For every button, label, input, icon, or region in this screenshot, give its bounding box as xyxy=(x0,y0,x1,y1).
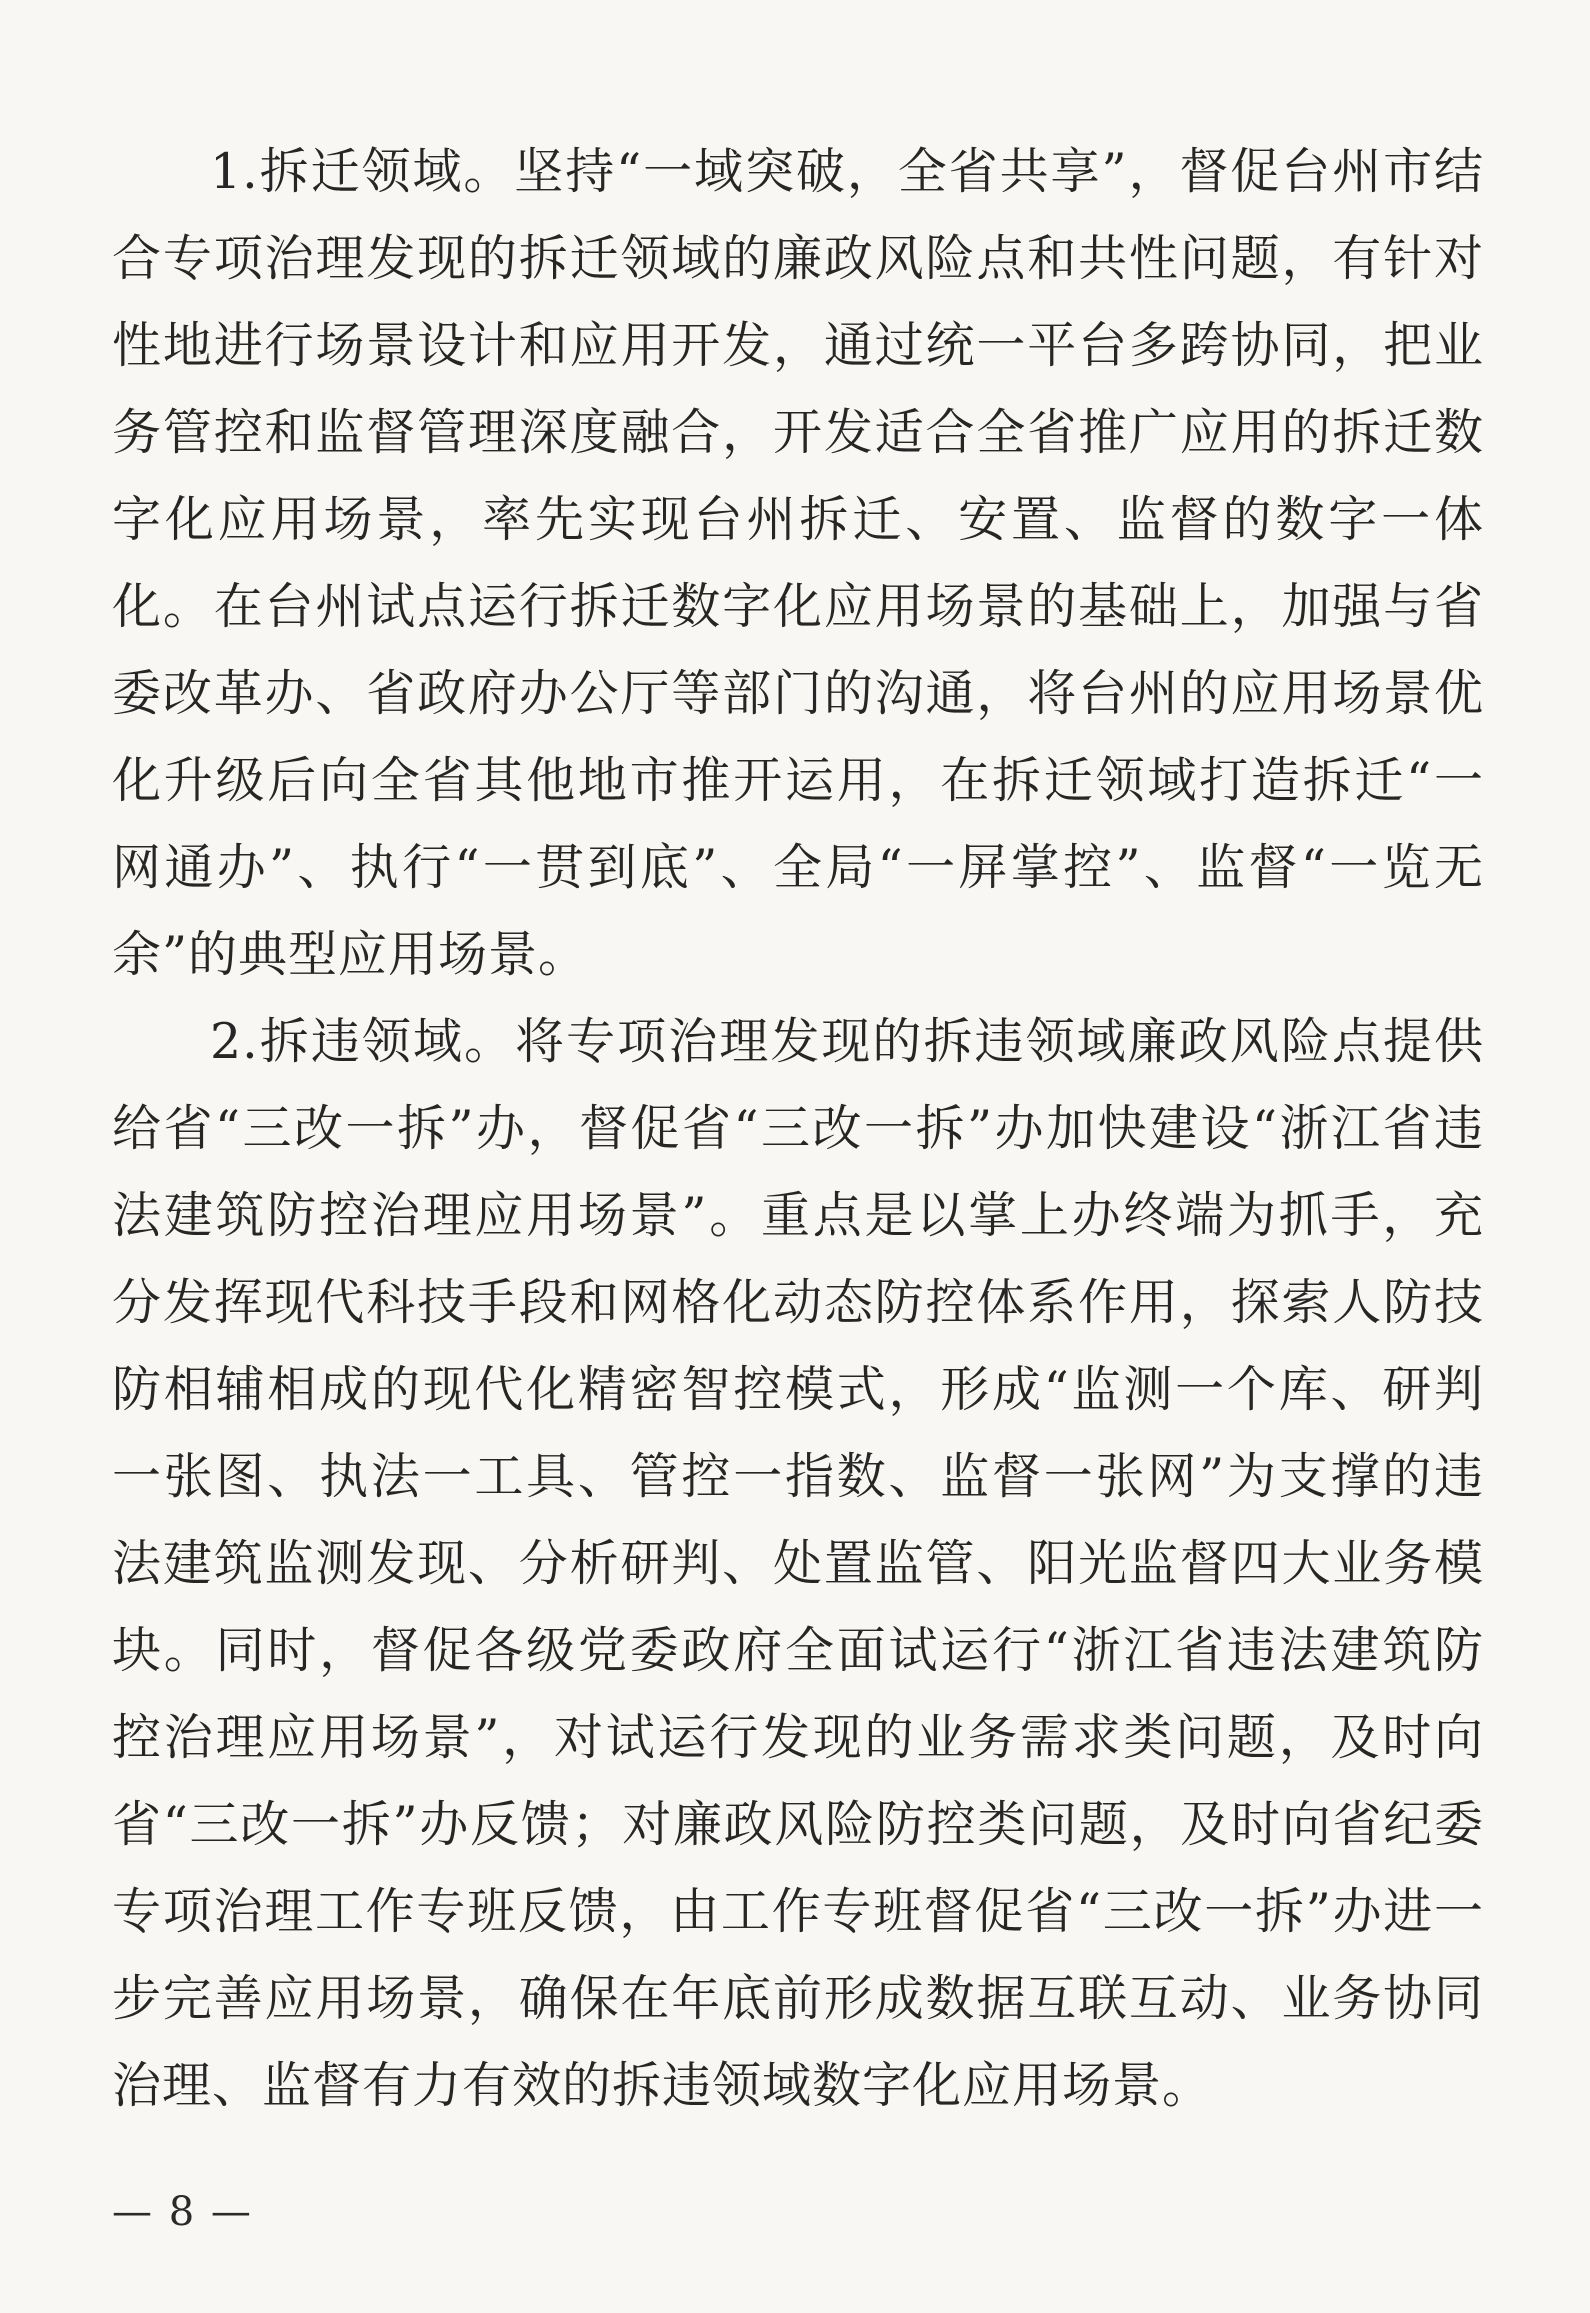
page-number: — 8 — xyxy=(112,2189,253,2235)
paragraph-demolition-relocation: 1.拆迁领域。坚持“一域突破，全省共享”，督促台州市结合专项治理发现的拆迁领域的廉政风险点和共性问题，有针对性地进行场景设计和应用开发，通过统一平台多跨协同，把业务管控和监督管理深度融合，开发适合全省推广应用的拆迁数字化应用场景，率先实现台州拆迁、安置、监督的数字一体化。在台州试点运行拆迁数字化应用场景的基础上，加强与省委改革办、省政府办公厅等部门的沟通，将台州的应用场景优化升级后向全省其他地市推开运用，在拆迁领域打造拆迁“一网通办”、执行“一贯到底”、全局“一屏掌控”、监督“一览无余”的典型应用场景。 xyxy=(112,143,1484,983)
document-body xyxy=(112,128,1484,2129)
paragraph-illegal-building-demolition: 2.拆违领域。将专项治理发现的拆违领域廉政风险点提供给省“三改一拆”办，督促省“三改一拆”办加快建设“浙江省违法建筑防控治理应用场景”。重点是以掌上办终端为抓手，充分发挥现代科技手段和网格化动态防控体系作用，探索人防技防相辅相成的现代化精密智控模式，形成“监测一个库、研判一张图、执法一工具、管控一指数、监督一张网”为支撑的违法建筑监测发现、分析研判、处置监管、阳光监督四大业务模块。同时，督促各级党委政府全面试运行“浙江省违法建筑防控治理应用场景”，对试运行发现的业务需求类问题，及时向省“三改一拆”办反馈；对廉政风险防控类问题，及时向省纪委专项治理工作专班反馈，由工作专班督促省“三改一拆”办进一步完善应用场景，确保在年底前形成数据互联互动、业务协同治理、监督有力有效的拆违领域数字化应用场景。 xyxy=(112,1013,1484,2114)
